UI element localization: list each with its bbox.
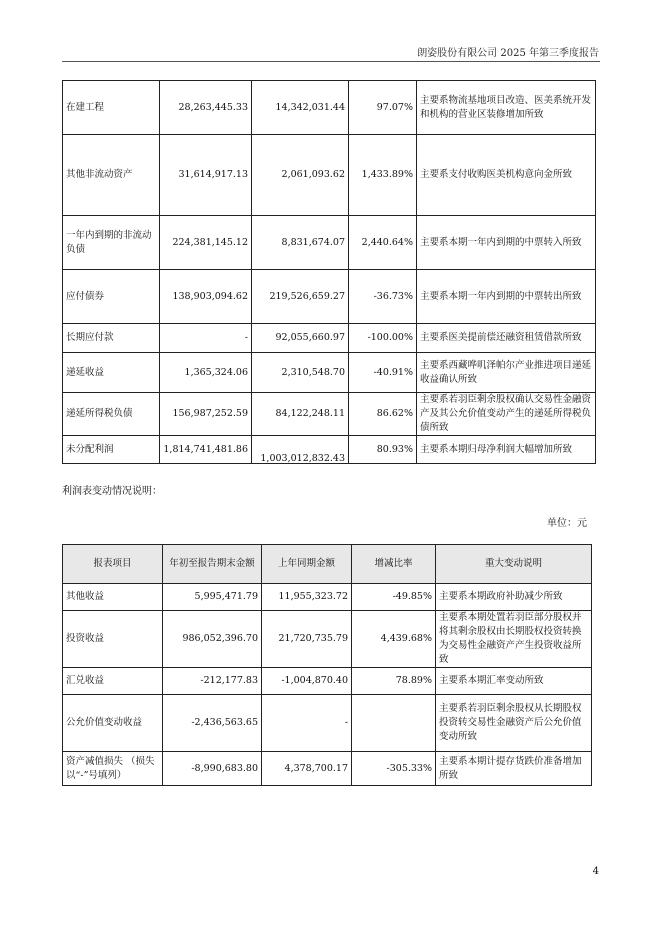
row-reason: 主要系西藏哗叽泽帕尔产业推进项目递延收益确认所致 (417, 353, 596, 393)
row-reason: 主要系若羽臣剩余股权确认交易性金融资产及其公允价值变动产生的递延所得税负债所致 (417, 393, 596, 436)
report-header-title: 朗姿股份有限公司 2025 年第三季度报告 (417, 48, 599, 59)
table-row (63, 135, 596, 216)
row-current: - (160, 324, 252, 353)
row-reason: 主要系支付收购医美机构意向金所致 (417, 135, 596, 216)
row-change: 80.93% (349, 436, 417, 464)
row-item: 递延所得税负债 (63, 393, 160, 436)
balance-sheet-changes-table (62, 80, 596, 464)
row-change: 4,439.68% (352, 611, 436, 668)
income-statement-changes-table (62, 544, 592, 786)
table-row (63, 81, 596, 135)
table-row (63, 353, 596, 393)
table-row (63, 436, 596, 464)
row-item: 投资收益 (63, 611, 163, 668)
row-reason: 主要系本期汇率变动所致 (436, 668, 592, 695)
table-header-row (63, 545, 592, 584)
row-current: -2,436,563.65 (163, 695, 262, 752)
row-change: -305.33% (352, 752, 436, 786)
row-reason: 主要系物流基地项目改造、医美系统开发和机构的营业区装修增加所致 (417, 81, 596, 135)
row-change: 86.62% (349, 393, 417, 436)
row-item: 资产减值损失 （损失以“-”号填列） (63, 752, 163, 786)
row-change: 2,440.64% (349, 216, 417, 270)
row-change: -49.85% (352, 584, 436, 611)
row-item: 公允价值变动收益 (63, 695, 163, 752)
table-row (63, 752, 592, 786)
row-item: 应付债券 (63, 270, 160, 324)
row-item: 在建工程 (63, 81, 160, 135)
row-current: -8,990,683.80 (163, 752, 262, 786)
row-previous: 219,526,659.27 (252, 270, 349, 324)
header-rule (62, 61, 600, 62)
row-reason: 主要系若羽臣剩余股权从长期股权投资转交易性金融资产后公允价值变动所致 (436, 695, 592, 752)
row-reason: 主要系本期政府补助减少所致 (436, 584, 592, 611)
row-current: 224,381,145.12 (160, 216, 252, 270)
header-reason: 重大变动说明 (436, 545, 592, 584)
row-previous: 84,122,248.11 (252, 393, 349, 436)
row-change: -100.00% (349, 324, 417, 353)
row-item: 长期应付款 (63, 324, 160, 353)
row-reason: 主要系医美提前偿还融资租赁借款所致 (417, 324, 596, 353)
row-current: -212,177.83 (163, 668, 262, 695)
row-item: 未分配利润 (63, 436, 160, 464)
table-row (63, 393, 596, 436)
row-item: 汇兑收益 (63, 668, 163, 695)
unit-label: 单位：元 (547, 518, 587, 529)
row-previous: 8,831,674.07 (252, 216, 349, 270)
row-previous: 2,310,548.70 (252, 353, 349, 393)
row-item: 其他非流动资产 (63, 135, 160, 216)
row-item: 一年内到期的非流动负债 (63, 216, 160, 270)
row-change: -40.91% (349, 353, 417, 393)
row-previous: 4,378,700.17 (262, 752, 352, 786)
header-change: 增减比率 (352, 545, 436, 584)
row-current: 28,263,445.33 (160, 81, 252, 135)
row-previous: 92,055,660.97 (252, 324, 349, 353)
row-previous: 2,061,093.62 (252, 135, 349, 216)
table-row (63, 668, 592, 695)
header-previous: 上年同期金额 (262, 545, 352, 584)
table-row (63, 270, 596, 324)
page-number: 4 (592, 866, 599, 877)
row-reason: 主要系本期一年内到期的中票转出所致 (417, 270, 596, 324)
row-item: 递延收益 (63, 353, 160, 393)
row-current: 5,995,471.79 (163, 584, 262, 611)
row-change: 78.89% (352, 668, 436, 695)
row-current: 1,814,741,481.86 (160, 436, 252, 464)
row-reason: 主要系本期处置若羽臣部分股权并将其剩余股权由长期股权投资转换为交易性金融资产产生投资收益所致 (436, 611, 592, 668)
header-current: 年初至报告期末金额 (163, 545, 262, 584)
row-previous (252, 436, 349, 464)
row-previous-value: 1,003,012,832.43 (260, 452, 345, 464)
row-change: -36.73% (349, 270, 417, 324)
row-previous: 14,342,031.44 (252, 81, 349, 135)
income-section-caption: 利润表变动情况说明： (62, 486, 162, 497)
table-row (63, 324, 596, 353)
row-reason: 主要系本期归母净利润大幅增加所致 (417, 436, 596, 464)
header-item: 报表项目 (63, 545, 163, 584)
row-reason: 主要系本期计提存货跌价准备增加所致 (436, 752, 592, 786)
row-item: 其他收益 (63, 584, 163, 611)
table-row (63, 611, 592, 668)
row-previous: 11,955,323.72 (262, 584, 352, 611)
row-change: 1,433.89% (349, 135, 417, 216)
row-current: 31,614,917.13 (160, 135, 252, 216)
table-row (63, 695, 592, 752)
row-reason: 主要系本期一年内到期的中票转入所致 (417, 216, 596, 270)
row-current: 1,365,324.06 (160, 353, 252, 393)
row-current: 138,903,094.62 (160, 270, 252, 324)
row-change (352, 695, 436, 752)
row-previous: 21,720,735.79 (262, 611, 352, 668)
table-row (63, 216, 596, 270)
table-row (63, 584, 592, 611)
row-current: 156,987,252.59 (160, 393, 252, 436)
row-change: 97.07% (349, 81, 417, 135)
row-previous: - (262, 695, 352, 752)
row-previous: -1,004,870.40 (262, 668, 352, 695)
row-current: 986,052,396.70 (163, 611, 262, 668)
